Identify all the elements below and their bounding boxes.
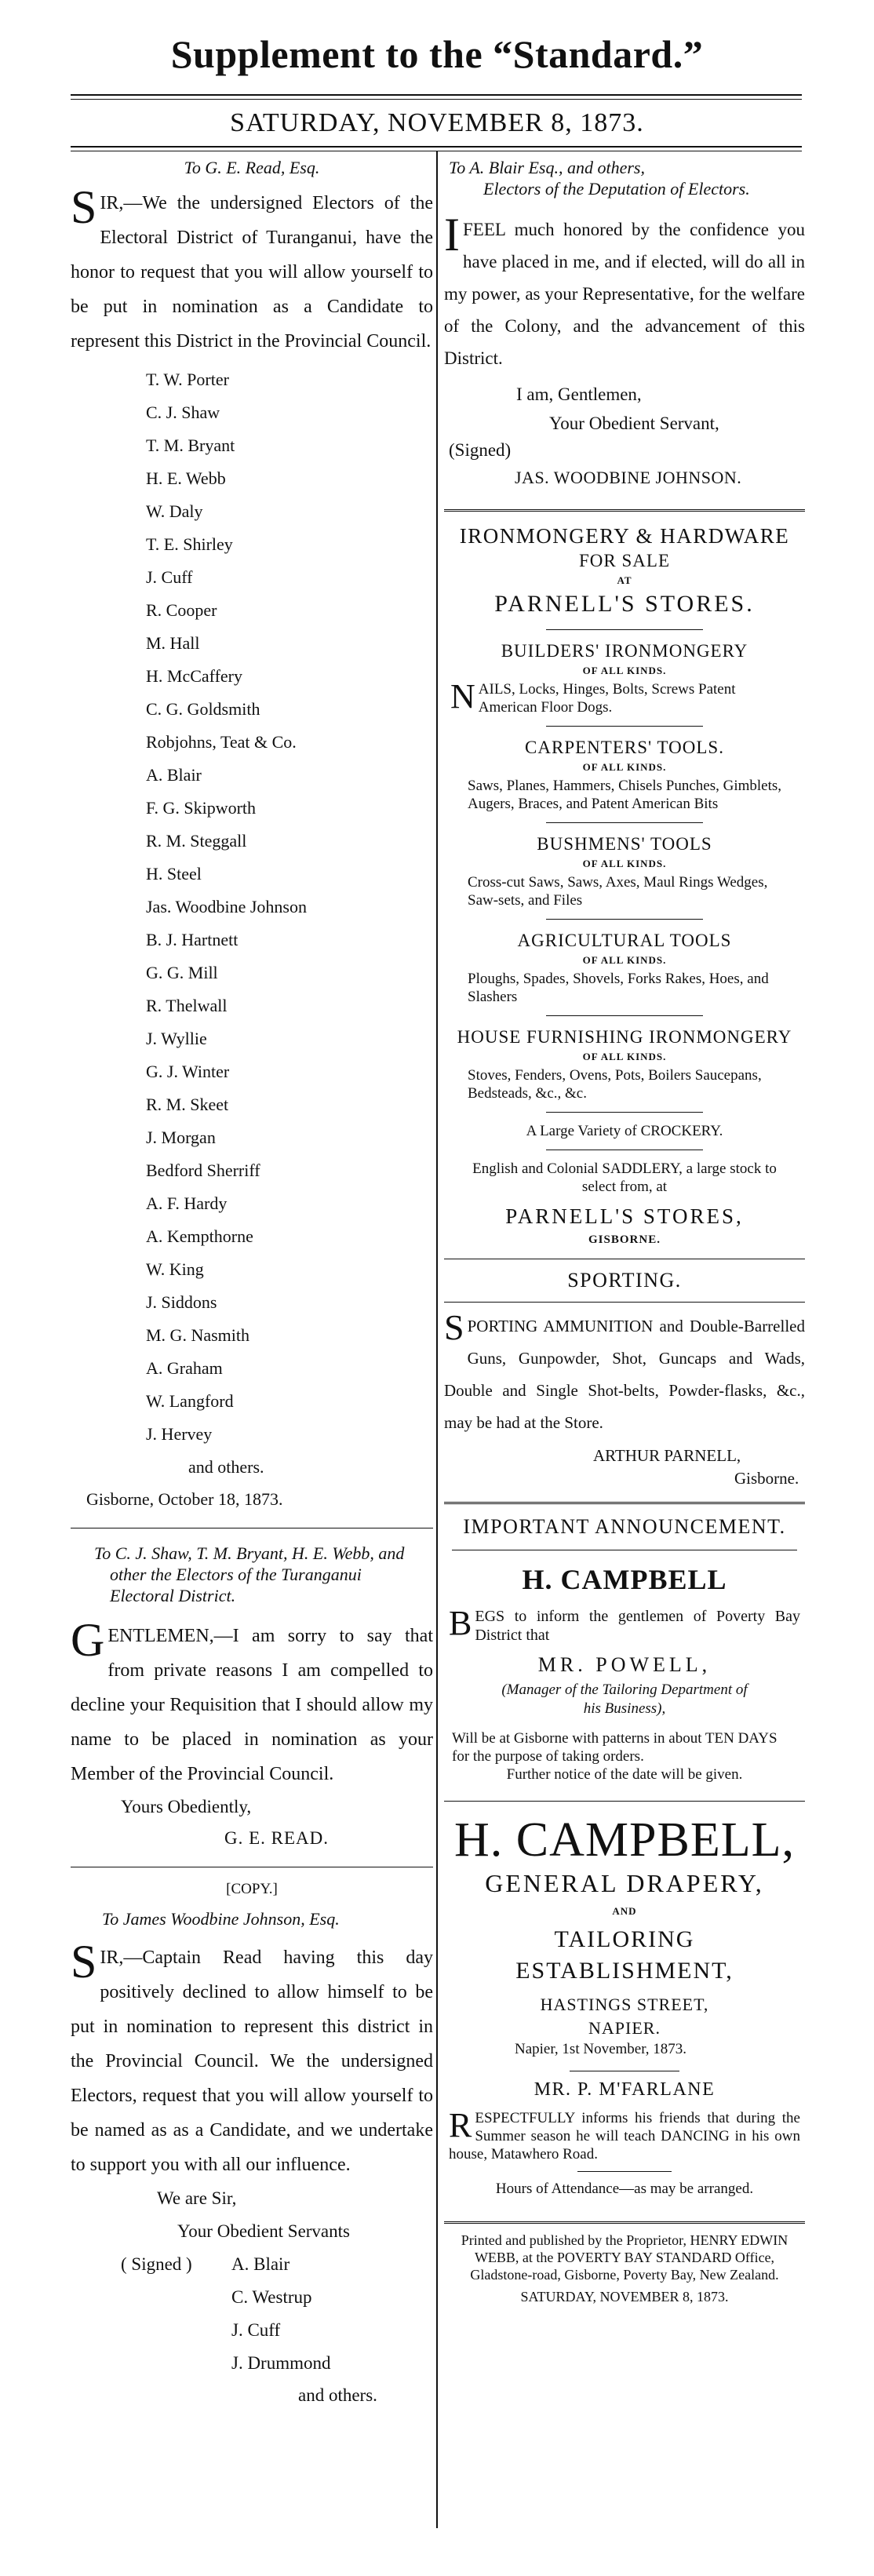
printer-imprint (444, 2232, 805, 2305)
campbell-street: HASTINGS STREET, (540, 1995, 709, 2014)
ironmongery-section (444, 629, 805, 716)
campbell-drapery-ad (444, 1813, 805, 2058)
reply-body: GENTLEMEN,—I am sorry to say that from private reasons I am compelled to decline your Requisition that I should allow my name to be placed in nomination as your Member of the Provincial Council. (71, 1614, 433, 1784)
requisition-signatory: M. Hall (146, 633, 200, 653)
saddlery-line: English and Colonial SADDLERY, a large stock to select from, at (472, 1160, 777, 1195)
requisition-signatory: W. Daly (146, 501, 203, 521)
drop-cap: S (444, 1307, 464, 1347)
requisition-signatory: A. F. Hardy (146, 1193, 228, 1213)
column-divider (436, 151, 438, 2528)
section-text: Ploughs, Spades, Shovels, Forks Rakes, Hoes, and Slashers (468, 971, 769, 1005)
requisition-letter (71, 157, 433, 1515)
requisition-signatory: T. E. Shirley (146, 534, 233, 554)
requisition-signatory: G. J. Winter (146, 1062, 230, 1081)
date-line: SATURDAY, NOVEMBER 8, 1873. (230, 108, 644, 137)
reply-closing: Yours Obediently, (121, 1797, 252, 1816)
left-column (71, 157, 433, 2411)
requisition-signatory: J. Cuff (146, 567, 193, 587)
requisition-signatory: W. Langford (146, 1391, 234, 1411)
mfarlane-title: MR. P. M'FARLANE (534, 2079, 716, 2100)
requisition-signatory: J. Hervey (146, 1424, 213, 1444)
requisition-signatory: Robjohns, Teat & Co. (146, 732, 297, 752)
section-subheading: OF ALL KINDS. (582, 1051, 667, 1062)
announcement-line: BEGS to inform the gentlemen of Poverty Bay District that (449, 1604, 800, 1644)
section-subheading: OF ALL KINDS. (582, 858, 667, 869)
mfarlane-body: RESPECTFULLY informs his friends that during the Summer season he will teach DANCING in his own house, Matawhero Road. (449, 2106, 800, 2162)
sporting-place: Gisborne. (734, 1469, 799, 1488)
requisition-and-others: and others. (188, 1457, 264, 1477)
requisition-signatory: R. M. Steggall (146, 831, 247, 851)
section-divider (444, 1302, 805, 1303)
section-divider (444, 1502, 805, 1504)
requisition-signatory: C. J. Shaw (146, 403, 220, 422)
drop-cap: S (71, 181, 97, 233)
section-divider (546, 1112, 703, 1113)
answer-signed: (Signed) (449, 440, 512, 460)
copy-signed-label: ( Signed ) (121, 2254, 192, 2274)
section-heading: HOUSE FURNISHING IRONMONGERY (457, 1027, 792, 1047)
requisition-signatory: W. King (146, 1259, 204, 1279)
mfarlane-ad (444, 2076, 805, 2198)
requisition-signatory: A. Blair (146, 765, 202, 785)
drop-cap: R (449, 2106, 472, 2144)
answer-closing-2: Your Obedient Servant, (549, 414, 719, 433)
requisition-signatory: R. M. Skeet (146, 1095, 229, 1114)
copy-letter (71, 1878, 433, 2411)
requisition-signatory: A. Graham (146, 1358, 223, 1378)
ironmongery-title: IRONMONGERY & HARDWARE (459, 524, 790, 548)
johnson-answer (444, 157, 805, 492)
requisition-body: SIR,—We the undersigned Electors of the Electoral District of Turanganui, have the honor to request that you will allow yourself to be put in nomination as a Candidate to represent this District in the Provincial Council. (71, 181, 433, 352)
drop-cap: S (71, 1936, 97, 1988)
section-text: Cross-cut Saws, Saws, Axes, Maul Rings Wedges, Saw-sets, and Files (468, 874, 768, 909)
imprint-date: SATURDAY, NOVEMBER 8, 1873. (520, 2289, 729, 2305)
section-divider (444, 1801, 805, 1802)
announcement-text: Will be at Gisborne with patterns in about TEN DAYS for the purpose of taking orders. (452, 1730, 777, 1765)
sporting-title: SPORTING. (567, 1269, 682, 1292)
announcement-mr-powell: MR. POWELL, (537, 1653, 712, 1676)
requisition-signatory: G. G. Mill (146, 963, 218, 982)
sporting-name: ARTHUR PARNELL, (593, 1446, 741, 1465)
requisition-signatory: H. McCaffery (146, 666, 242, 686)
answer-closing-1: I am, Gentlemen, (516, 384, 642, 404)
reply-addressee: To C. J. Shaw, T. M. Bryant, H. E. Webb, and other the Electors of the Turanganui Electoral District. (94, 1543, 405, 1605)
requisition-signatory: Jas. Woodbine Johnson (146, 897, 307, 916)
copy-and-others: and others. (298, 2385, 377, 2405)
requisition-signatory: M. G. Nasmith (146, 1325, 249, 1345)
copy-addressee: To James Woodbine Johnson, Esq. (102, 1909, 340, 1929)
sporting-ad (444, 1267, 805, 1489)
announcement-further: Further notice of the date will be given. (506, 1766, 743, 1783)
ironmongery-section (444, 919, 805, 1006)
requisition-signatory: J. Siddons (146, 1292, 217, 1312)
section-heading: AGRICULTURAL TOOLS (517, 931, 732, 950)
requisition-signatory: A. Kempthorne (146, 1226, 253, 1246)
section-divider (444, 2221, 805, 2224)
section-divider (577, 2171, 672, 2172)
section-divider (444, 509, 805, 512)
requisition-signatory: R. Thelwall (146, 996, 228, 1015)
parnells-stores-footer: PARNELL'S STORES, (505, 1204, 744, 1228)
campbell-drapery: GENERAL DRAPERY, (485, 1869, 764, 1897)
section-divider (546, 726, 703, 727)
section-heading: CARPENTERS' TOOLS. (525, 738, 724, 757)
parnell-ironmongery-ad (444, 523, 805, 1248)
section-text: Stoves, Fenders, Ovens, Pots, Boilers Saucepans, Bedsteads, &c., &c. (468, 1067, 762, 1102)
campbell-town: NAPIER. (588, 2018, 661, 2038)
announcement-name: H. CAMPBELL (522, 1564, 727, 1595)
at-label: AT (617, 574, 632, 586)
copy-signatory: A. Blair (231, 2254, 290, 2274)
answer-body: IFEEL much honored by the confidence you have placed in me, and if elected, will do all in my power, as your Representative, for the welfare of the Colony, and the advancement of this District. (444, 209, 805, 368)
campbell-date: Napier, 1st November, 1873. (515, 2041, 687, 2057)
section-subheading: OF ALL KINDS. (582, 665, 667, 676)
section-divider (546, 629, 703, 630)
requisition-signatory: R. Cooper (146, 600, 217, 620)
requisition-signatory: J. Morgan (146, 1128, 216, 1147)
masthead-title: Supplement to the “Standard.” (170, 32, 704, 76)
copy-signatory: C. Westrup (231, 2287, 312, 2307)
copy-signatory: J. Cuff (231, 2320, 281, 2340)
requisition-signatory: H. Steel (146, 864, 202, 884)
sporting-body: SPORTING AMMUNITION and Double-Barrelled Guns, Gunpowder, Shot, Guncaps and Wads, Double and Single Shot-belts, Powder-flasks, &c., may be had at the Store. (444, 1307, 805, 1432)
requisition-signatories (71, 363, 433, 1451)
drop-cap: I (444, 209, 460, 261)
requisition-signatory: Bedford Sherriff (146, 1160, 260, 1180)
requisition-signatory: T. M. Bryant (146, 435, 235, 455)
announcement-manager: (Manager of the Tailoring Department of his Business), (501, 1682, 748, 1717)
copy-closing-2: Your Obedient Servants (177, 2221, 350, 2241)
mfarlane-hours: Hours of Attendance—as may be arranged. (495, 2181, 754, 2197)
section-subheading: OF ALL KINDS. (582, 761, 667, 773)
gisborne-label: GISBORNE. (588, 1233, 661, 1246)
requisition-signatory: C. G. Goldsmith (146, 699, 260, 719)
copy-signatories (231, 2248, 331, 2380)
crockery-line: A Large Variety of CROCKERY. (526, 1123, 723, 1139)
requisition-signatory: J. Wyllie (146, 1029, 207, 1048)
requisition-addressee: To G. E. Read, Esq. (184, 158, 320, 177)
read-reply-letter (71, 1543, 433, 1854)
announcement-title: IMPORTANT ANNOUNCEMENT. (463, 1515, 786, 1538)
section-divider (546, 919, 703, 920)
imprint-text: Printed and published by the Proprietor, HENRY EDWIN WEBB, at the POVERTY BAY STANDARD Office, Gladstone-road, Gisborne, Poverty Bay, New Zealand. (461, 2232, 788, 2283)
requisition-signatory: B. J. Hartnett (146, 930, 239, 949)
campbell-tailoring: TAILORING ESTABLISHMENT, (515, 1926, 734, 1984)
reply-signature: G. E. READ. (224, 1828, 330, 1848)
right-column (444, 157, 805, 2305)
masthead-rule-top (71, 94, 802, 96)
campbell-announcement (444, 1514, 805, 1784)
section-text: NAILS, Locks, Hinges, Bolts, Screws Patent American Floor Dogs. (450, 677, 736, 716)
requisition-signatory: T. W. Porter (146, 370, 229, 389)
section-heading: BUILDERS' IRONMONGERY (501, 641, 748, 661)
ironmongery-section (444, 726, 805, 813)
section-text: Saws, Planes, Hammers, Chisels Punches, Gimblets, Augers, Braces, and Patent American Bits (468, 778, 782, 812)
campbell-name: H. CAMPBELL, (454, 1813, 795, 1867)
campbell-and: AND (612, 1905, 637, 1917)
requisition-signatory: H. E. Webb (146, 468, 226, 488)
drop-cap: N (450, 677, 475, 716)
section-divider (546, 822, 703, 823)
section-subheading: OF ALL KINDS. (582, 954, 667, 966)
dateline-rule-bottom (71, 146, 802, 148)
answer-addressee-1: To A. Blair Esq., and others, (449, 158, 645, 177)
for-sale-label: FOR SALE (579, 551, 670, 570)
section-heading: BUSHMENS' TOOLS (537, 834, 712, 854)
drop-cap: G (71, 1614, 105, 1666)
copy-body: SIR,—Captain Read having this day positively declined to allow himself to be put in nomination to represent this district in the Provincial Council. We the undersigned Electors, request that you will allow yourself to be named as as a Candidate, and we undertake to support you with all our influence. (71, 1936, 433, 2175)
ironmongery-sections (444, 629, 805, 1102)
answer-signature: JAS. WOODBINE JOHNSON. (515, 468, 742, 487)
requisition-date: Gisborne, October 18, 1873. (86, 1489, 283, 1509)
drop-cap: B (449, 1604, 472, 1642)
copy-tag: [COPY.] (226, 1881, 278, 1897)
parnells-stores-heading: PARNELL'S STORES. (494, 591, 755, 617)
answer-addressee-2: Electors of the Deputation of Electors. (483, 179, 750, 199)
masthead-rule-top-thin (71, 99, 802, 100)
copy-signatory: J. Drummond (231, 2353, 331, 2373)
ironmongery-section (444, 822, 805, 909)
copy-closing-1: We are Sir, (157, 2188, 237, 2208)
ironmongery-section (444, 1015, 805, 1102)
section-divider (546, 1015, 703, 1016)
requisition-signatory: F. G. Skipworth (146, 798, 257, 818)
